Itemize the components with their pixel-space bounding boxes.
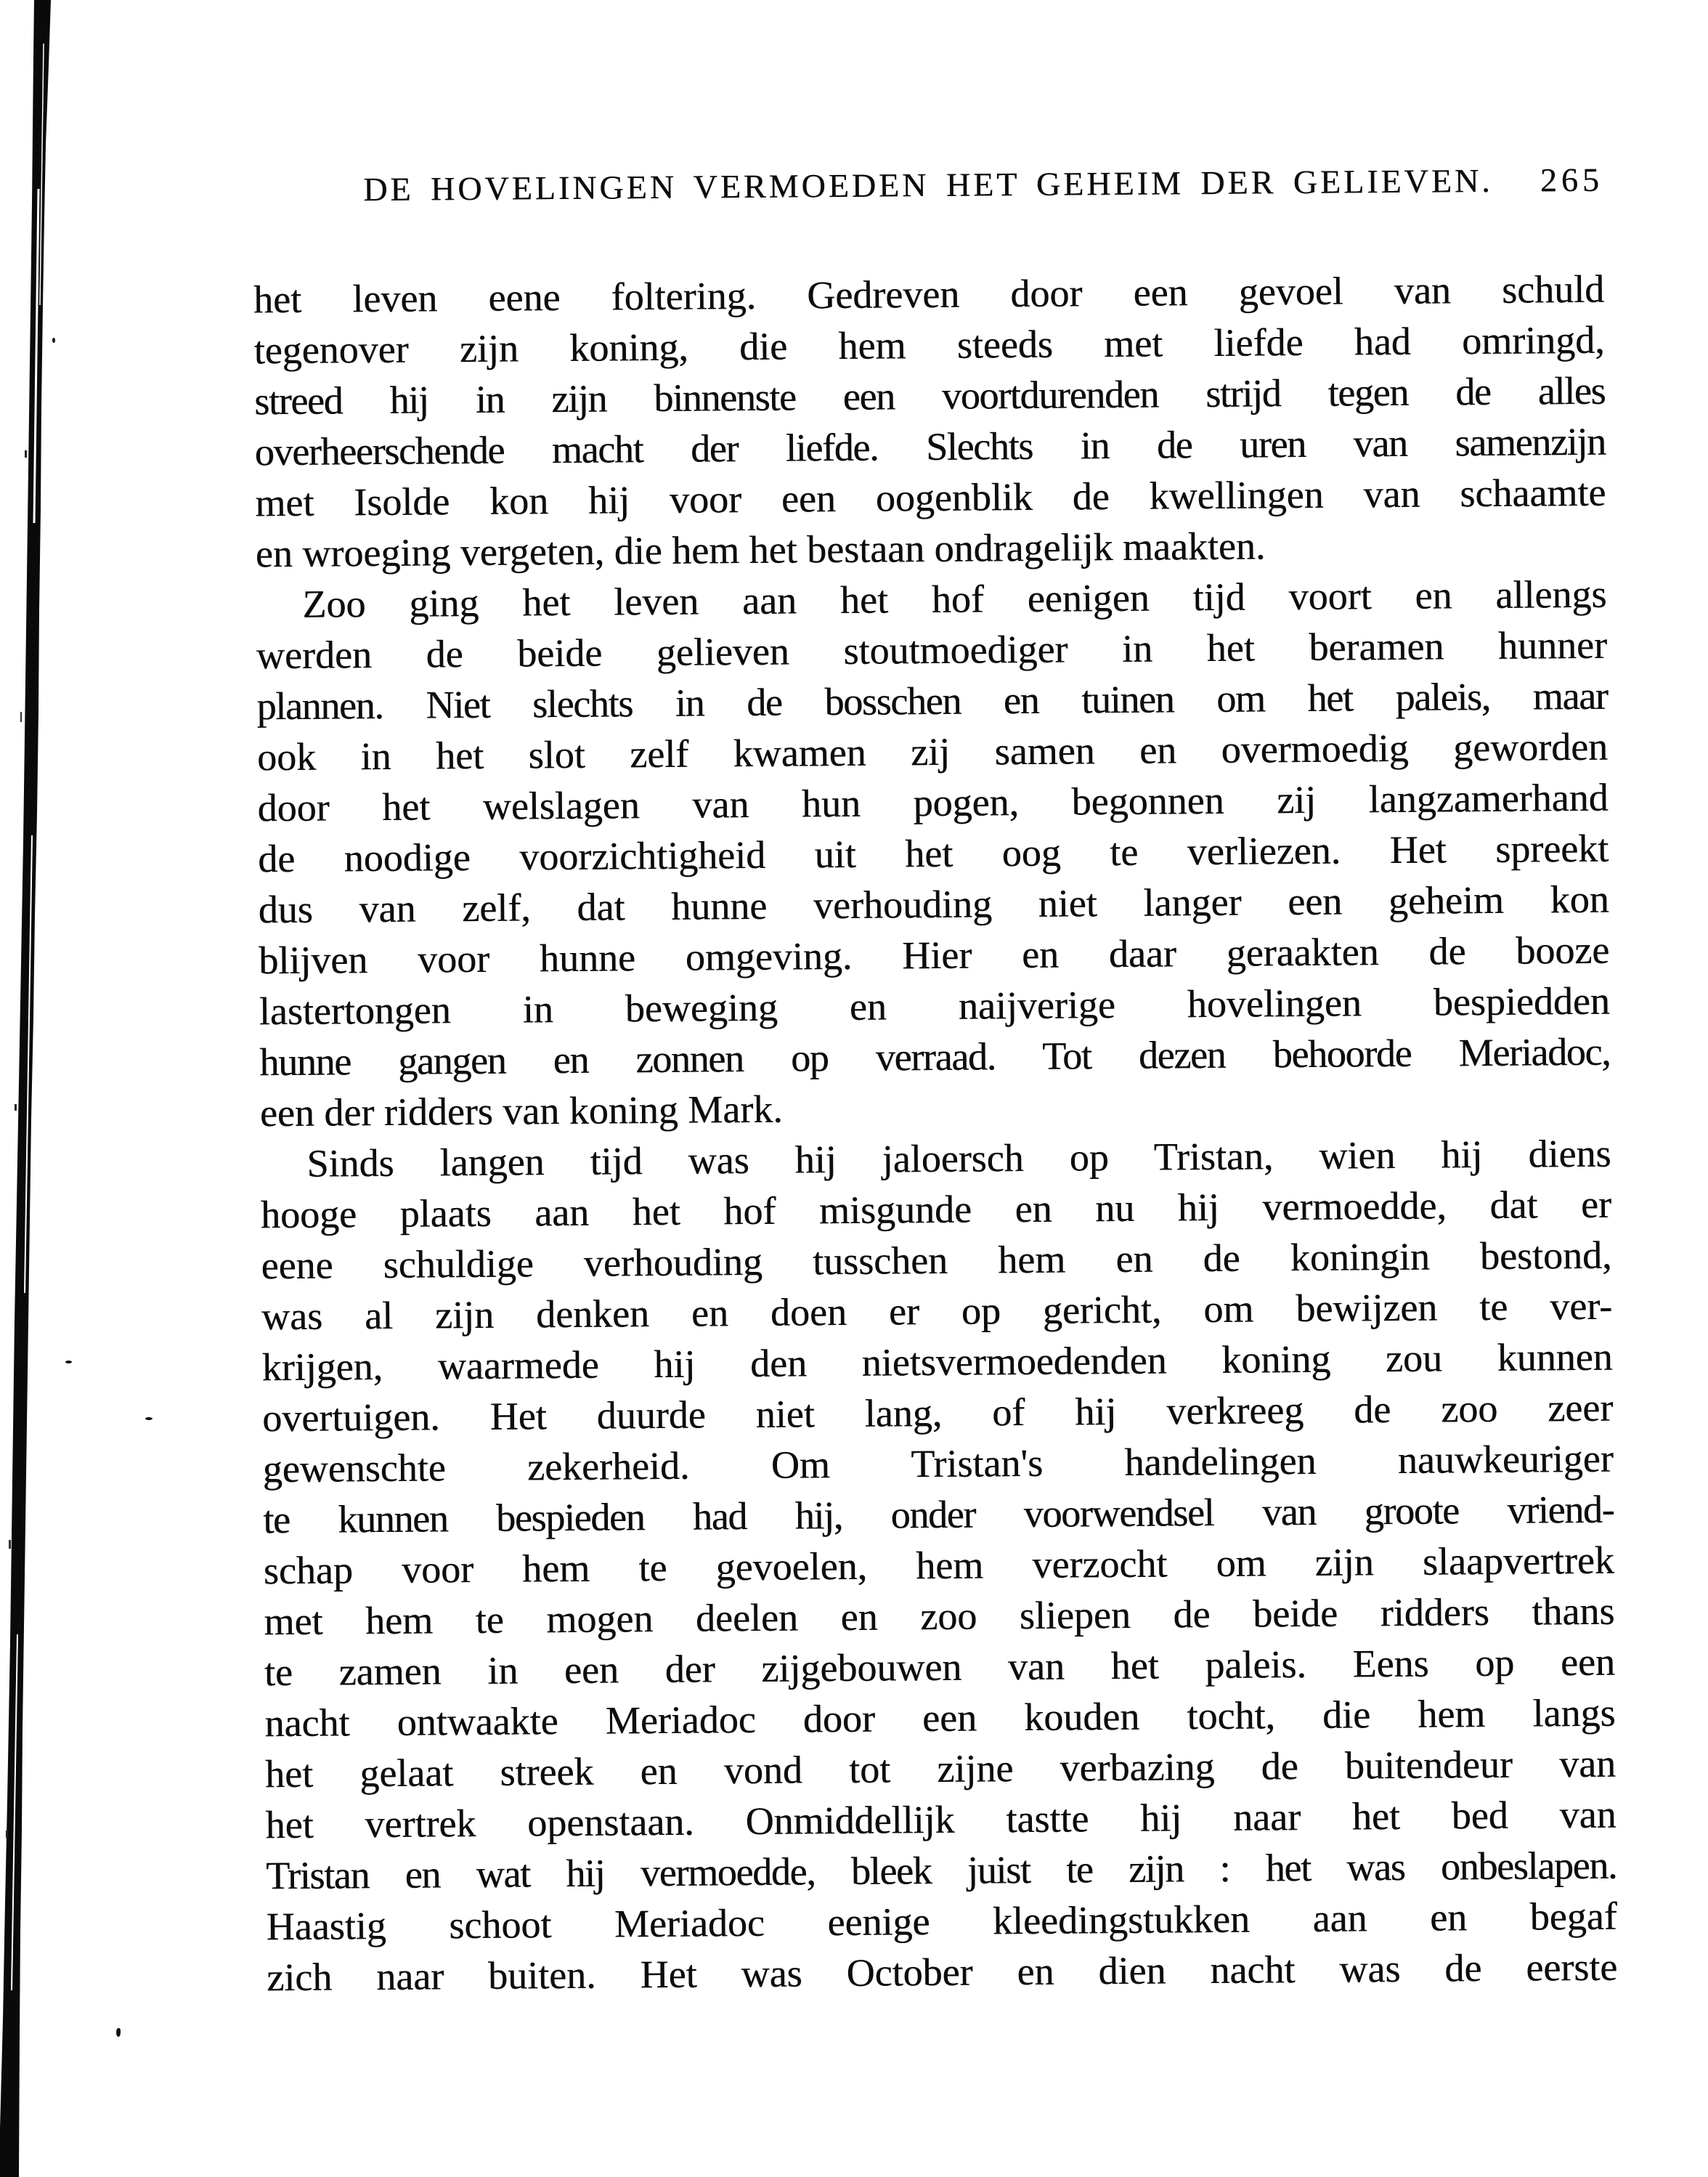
text-line: zich naar buiten. Het was October en dien nacht was de eerste [267,1945,1618,2000]
text-line: te zamen in een der zijgebouwen van het paleis. Eens op een [264,1639,1616,1695]
scan-gutter-artifact [0,0,87,2177]
text-line: gewenschte zekerheid. Om Tristan's handelingen nauwkeuriger [262,1436,1614,1491]
text-line: werden de beide gelieven stoutmoediger in het beramen hunner [256,623,1608,678]
text-line: schap voor hem te gevoelen, hem verzocht om zijn slaapvertrek [263,1538,1615,1593]
text-line: hooge plaats aan het hof misgunde en nu hij vermoedde, dat er [260,1182,1612,1237]
ink-speck [116,2028,121,2037]
text-line: met hem te mogen deelen en zoo sliepen de beide ridders thans [264,1589,1615,1644]
running-head-title: DE HOVELINGEN VERMOEDEN HET GEHEIM DER GELIEVEN. [363,161,1493,208]
text-line: Zoo ging het leven aan het hof eenigen tijd voort en allengs [302,572,1607,626]
text-line: lastertongen in beweging en naijverige hovelingen bespiedden [259,978,1611,1034]
text-line: blijven voor hunne omgeving. Hier en daar geraakten de booze [259,928,1610,983]
text-line: en wroeging vergeten, die hem het bestaan ondragelijk maakten. [255,524,1266,576]
page-content [251,0,1618,2003]
text-line: door het welslagen van hun pogen, begonnen zij langzamerhand [257,775,1609,830]
text-line: Tristan en wat hij vermoedde, bleek juist te zijn : het was onbeslapen. [265,1843,1617,1898]
page-number: 265 [1540,161,1604,199]
text-line: krijgen, waarmede hij den nietsvermoedenden koning zou kunnen [261,1334,1613,1390]
text-line: het vertrek openstaan. Onmiddellijk tastte hij naar het bed van [265,1792,1616,1847]
text-line: streed hij in zijn binnenste een voortdurenden strijd tegen de alles [254,368,1606,423]
text-line: dus van zelf, dat hunne verhouding niet langer een geheim kon [258,877,1609,932]
running-head [253,161,1603,216]
text-line: overtuigen. Het duurde niet lang, of hij verkreeg de zoo zeer [261,1385,1614,1440]
text-line: het leven eene foltering. Gedreven door een gevoel van schuld [253,267,1605,322]
text-line: tegenover zijn koning, die hem steeds met liefde had omringd, [253,317,1605,373]
text-line: de noodige voorzichtigheid uit het oog te verliezen. Het spreekt [257,826,1609,881]
text-line: het gelaat streek en vond tot zijne verbazing de buitendeur van [264,1741,1616,1796]
text-line: overheerschende macht der liefde. Slechts in de uren van samenzijn [254,419,1606,474]
body-text [253,264,1618,2003]
text-line: een der ridders van koning Mark. [259,1087,783,1135]
text-line: eene schuldige verhouding tusschen hem en de koningin bestond, [261,1233,1612,1288]
text-line: Haastig schoot Meriadoc eenige kleedingstukken aan en begaf [266,1894,1617,1949]
text-line: was al zijn denken en doen er op gericht, om bewijzen te ver- [261,1284,1613,1339]
text-line: te kunnen bespieden had hij, onder voorwendsel van groote vriend- [263,1487,1614,1542]
ink-speck [145,1417,152,1420]
text-line: ook in het slot zelf kwamen zij samen en overmoedig geworden [256,724,1609,779]
text-line: plannen. Niet slechts in de bosschen en tuinen om het paleis, maar [256,673,1608,729]
ink-speck [65,1361,72,1363]
ink-speck [52,338,55,343]
text-line: nacht ontwaakte Meriadoc door een kouden tocht, die hem langs [264,1690,1616,1746]
text-line: met Isolde kon hij voor een oogenblik de kwellingen van schaamte [255,470,1606,525]
text-line: hunne gangen en zonnen op verraad. Tot dezen behoorde Meriadoc, [259,1029,1611,1085]
text-line: Sinds langen tijd was hij jaloersch op Tristan, wien hij diens [306,1131,1611,1185]
